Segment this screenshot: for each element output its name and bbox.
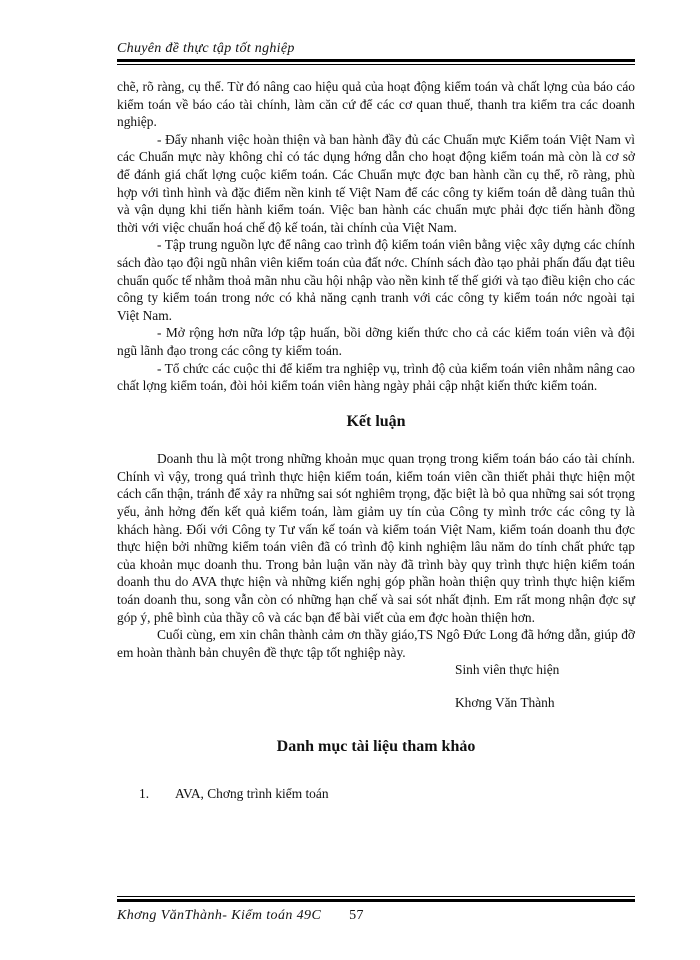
header-rule-thin bbox=[117, 64, 635, 65]
body-paragraph-1: chẽ, rõ ràng, cụ thể. Từ đó nâng cao hiệu quả của hoạt động kiểm toán và chất lợng của báo cáo kiểm toán về báo cáo tài chính, làm căn cứ để các cơ quan thuế, thanh tra kiểm tra các doanh nghiệp. bbox=[117, 79, 635, 130]
conclusion-heading: Kết luận bbox=[346, 412, 406, 430]
author-name: Khơng Văn Thành bbox=[455, 695, 555, 710]
header-rule-thick bbox=[117, 59, 635, 62]
body-paragraph-4: - Mở rộng hơn nữa lớp tập huấn, bồi dỡng kiến thức cho cả các kiểm toán viên và đội ngũ lãnh đạo trong các công ty kiểm toán. bbox=[117, 325, 635, 358]
signoff-label: Sinh viên thực hiện bbox=[455, 662, 560, 678]
page-header bbox=[117, 40, 635, 65]
reference-text: AVA, Chơng trình kiểm toán bbox=[175, 786, 329, 802]
footer-rule-thin bbox=[117, 896, 635, 897]
footer-author-class: Khơng VănThành- Kiểm toán 49C bbox=[117, 908, 322, 923]
page-number: 57 bbox=[349, 908, 364, 923]
body-paragraph-5: - Tổ chức các cuộc thi để kiểm tra nghiệp vụ, trình độ của kiểm toán viên nhằm nâng cao chất lợng kiểm toán, đòi hỏi kiểm toán viên hàng ngày phải cập nhật kiến thức kiểm toán. bbox=[117, 360, 635, 394]
reference-number: 1. bbox=[139, 786, 150, 802]
conclusion-paragraph-1: Doanh thu là một trong những khoản mục quan trọng trong kiểm toán báo cáo tài chính. Chính vì vậy, trong quá trình thực hiện kiểm toán, kiểm toán viên cần thiết phải thực hiện một cách cẩn thận, tránh để xảy ra những sai sót nghiêm trọng, đặc biệt là bỏ qua những sai sót trọng yếu, ảnh hởng đến kết quả kiểm toán, làm giảm uy tín của Công ty mình trớc các công ty là khách hàng. Đối với Công ty Tư vấn kế toán và kiểm toán Việt Nam, kiểm toán doanh thu đợc thực hiện bởi những kiểm toán viên đã có trình độ kinh nghiệm lâu năm do tính chất phức tạp của khoản mục doanh thu. Trong bản luận văn này đã trình bày quy trình thực hiện kiểm toán doanh thu do AVA thực hiện và những kiến nghị góp phần hoàn thiện quy trình thực hiện kiểm toán doanh thu, song vẫn còn có những hạn chế và sai sót nhất định. Em rất mong nhận đợc sự góp ý, phê bình của thầy cô và các bạn để bài viết của em đợc hoàn thiện hơn. bbox=[117, 451, 635, 625]
footer-line bbox=[117, 908, 635, 924]
reference-item bbox=[139, 785, 635, 803]
body-paragraph-3: - Tập trung nguồn lực để nâng cao trình độ kiểm toán viên bằng việc xây dựng các chính sách đào tạo đội ngũ nhân viên kiểm toán của đất nớc. Chính sách đào tạo phải phấn đấu đạt tiêu chuẩn quốc tế nhằm thoả mãn nhu cầu hội nhập vào nền kinh tế thế giới và tạo điều kiện cho các công ty kiểm toán trong nớc có khả năng cạnh tranh với các công ty kiểm toán nớc ngoài tại Việt Nam. bbox=[117, 237, 635, 323]
conclusion-paragraph-2: Cuối cùng, em xin chân thành cảm ơn thầy giáo,TS Ngô Đức Long đã hớng dẫn, giúp đỡ em hoàn thành bản chuyên đề thực tập tốt nghiệp này. bbox=[117, 627, 635, 660]
references-heading: Danh mục tài liệu tham khảo bbox=[276, 737, 476, 755]
header-title: Chuyên đề thực tập tốt nghiệp bbox=[117, 41, 295, 56]
page-footer bbox=[117, 896, 635, 924]
page-content bbox=[117, 78, 635, 803]
footer-rule-thick bbox=[117, 899, 635, 902]
body-paragraph-2: - Đẩy nhanh việc hoàn thiện và ban hành đầy đủ các Chuẩn mực Kiểm toán Việt Nam vì các Chuẩn mực này không chỉ có tác dụng hớng dẫn cho hoạt động kiểm toán mà còn là cơ sở để đánh giá chất lợng cuộc kiểm toán. Các Chuẩn mực đợc ban hành cần cụ thể, rõ ràng, phù hợp với tình hình và đặc điểm nền kinh tế Việt Nam để các công ty kiểm toán dễ dàng tuân thủ và vận dụng khi tiến hành kiểm toán. Việc ban hành các chuẩn mực phải đợc tiến hành đồng thời với việc chuẩn hoá chế độ kế toán, tài chính của Việt Nam. bbox=[117, 131, 635, 235]
